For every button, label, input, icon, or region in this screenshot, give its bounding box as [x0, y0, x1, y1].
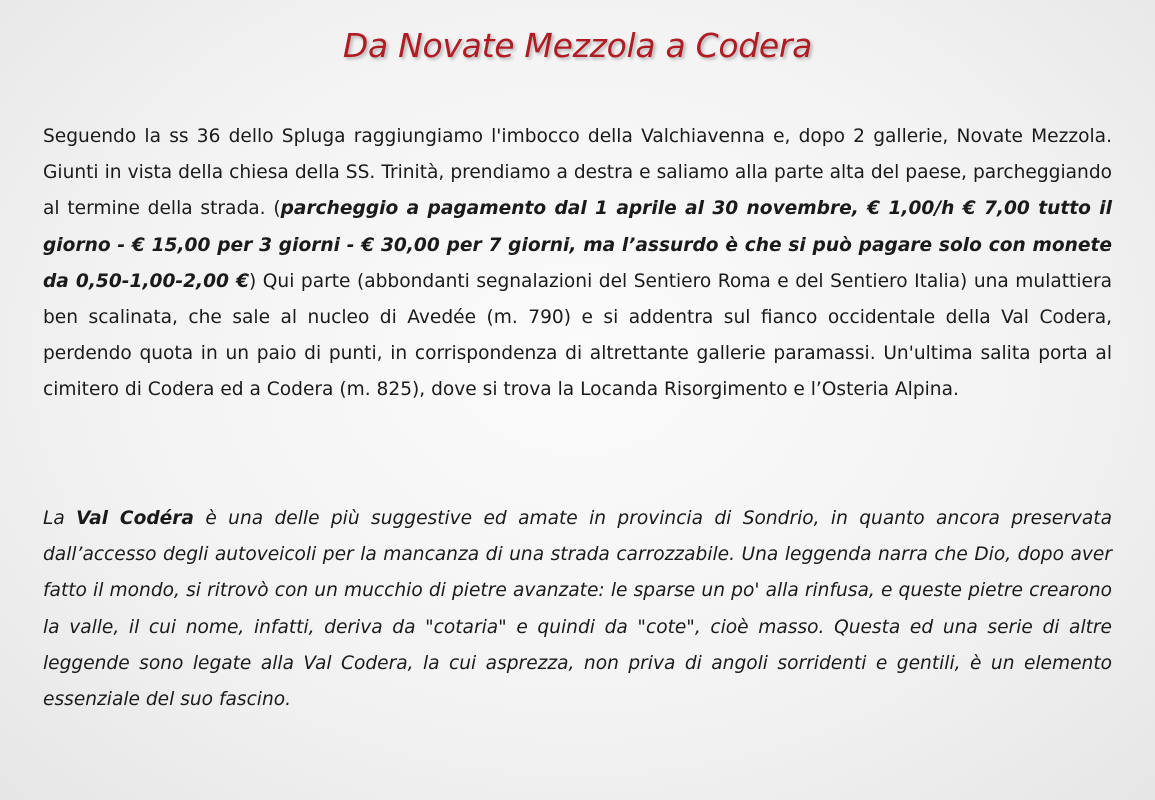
slide-title: Da Novate Mezzola a Codera — [342, 26, 813, 65]
paragraph-val-codera-lead: La — [43, 508, 77, 529]
parking-info-emphasis: parcheggio a pagamento dal 1 aprile al 30 novembre, € 1,00/h € 7,00 tutto il giorno - € 15,00 per 3 giorni - € 30,00 per 7 giorni, ma l’assurdo è che si può pagare solo con monete da 0,50-1,00-2,00 € — [43, 198, 1112, 292]
paragraph-val-codera-text: è una delle più suggestive ed amate in provincia di Sondrio, in quanto ancora preservata dall’accesso degli autoveicoli per la mancanza di una strada carrozzabile. Una leggenda narra che Dio, dopo aver fatto il mondo, si ritrovò con un mucchio di pietre avanzate: le sparse un po' alla rinfusa, e queste pietre crearono la valle, il cui nome, infatti, deriva da "cotaria" e quindi da "cote", cioè masso. Questa ed una serie di altre leggende sono legate alla Val Codera, la cui asprezza, non priva di angoli sorridenti e gentili, è un elemento essenziale del suo fascino. — [43, 508, 1112, 711]
paragraph-access-route — [43, 119, 1112, 409]
val-codera-emphasis: Val Codéra — [76, 508, 194, 529]
paragraph-access-route-text-a: Seguendo la ss 36 dello Spluga raggiungiamo l'imbocco della Valchiavenna e, dopo 2 gallerie, Novate Mezzola. Giunti in vista della chiesa della SS. Trinità, prendiamo a destra e saliamo alla parte alta del paese, parcheggiando al termine della strada. ( — [43, 126, 1112, 220]
paragraph-access-route-text-b: ) Qui parte (abbondanti segnalazioni del Sentiero Roma e del Sentiero Italia) una mulattiera ben scalinata, che sale al nucleo di Avedée (m. 790) e si addentra sul fianco occidentale della Val Codera, perdendo quota in un paio di punti, in corrispondenza di altrettante gallerie paramassi. Un'ultima salita porta al cimitero di Codera ed a Codera (m. 825), dove si trova la Locanda Risorgimento e l’Osteria Alpina. — [43, 270, 1112, 401]
paragraph-val-codera — [43, 501, 1112, 718]
